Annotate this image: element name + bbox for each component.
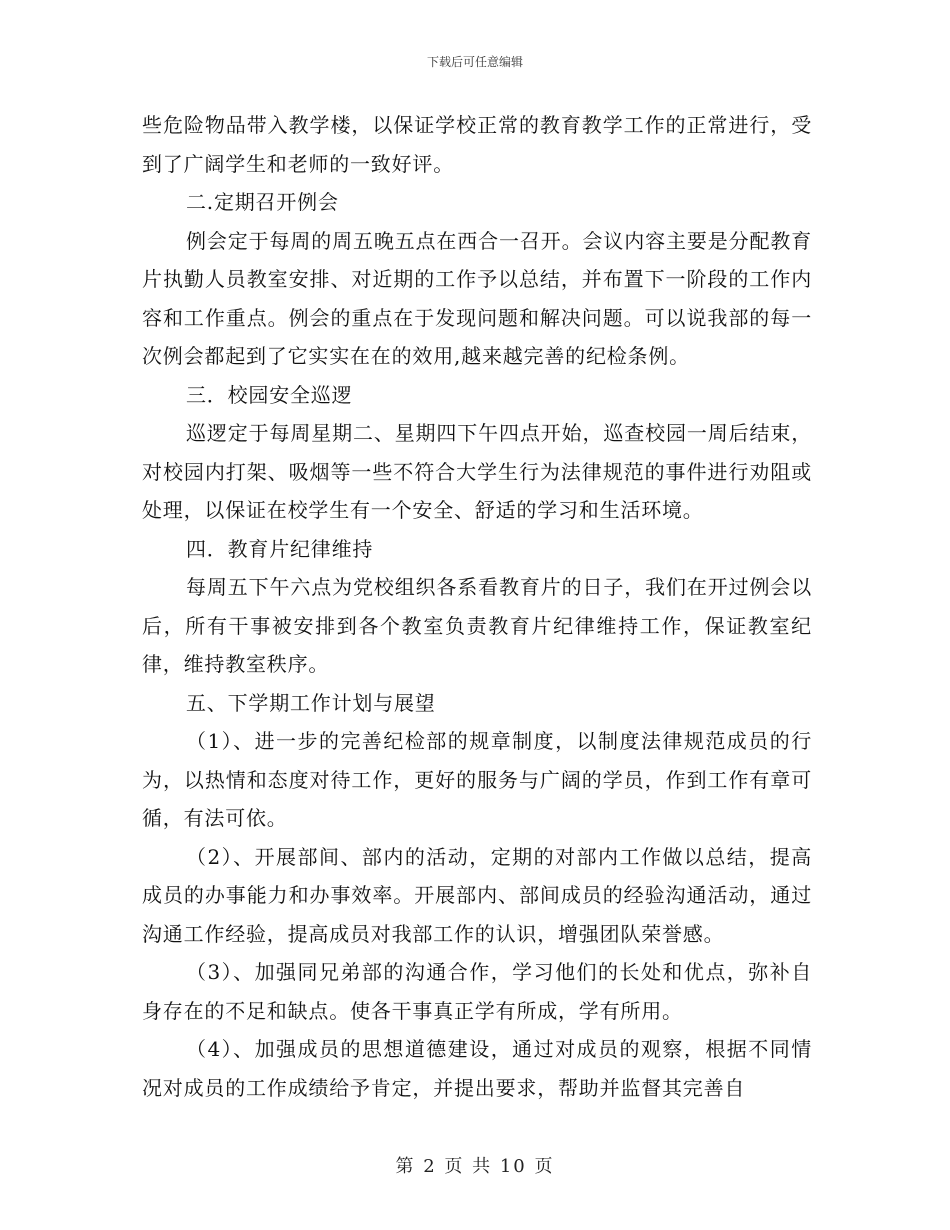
plan-item-1: （1）、进一步的完善纪检部的规章制度，以制度法律规范成员的行为，以热情和态度对待工作，更好的服务与广阔的学员，作到工作有章可循，有法可依。 <box>142 729 812 830</box>
paragraph-continuation: 些危险物品带入教学楼，以保证学校正常的教育教学工作的正常进行，受到了广阔学生和老师的一致好评。 <box>142 113 812 176</box>
plan-item-2: （2）、开展部间、部内的活动，定期的对部内工作做以总结，提高成员的办事能力和办事效率。开展部内、部间成员的经验沟通活动，通过沟通工作经验，提高成员对我部工作的认识，增强团队荣誉感。 <box>142 844 812 946</box>
section-heading-patrol: 三．校园安全巡逻 <box>186 382 353 407</box>
plan-item-3: （3）、加强同兄弟部的沟通合作，学习他们的长处和优点，弥补自身存在的不足和缺点。使各干事真正学有所成，学有所用。 <box>142 960 812 1023</box>
paragraph-discipline: 每周五下午六点为党校组织各系看教育片的日子，我们在开过例会以后，所有干事被安排到各个教室负责教育片纪律维持工作，保证教室纪律，维持教室秩序。 <box>142 575 812 676</box>
paragraph-patrol: 巡逻定于每周星期二、星期四下午四点开始，巡查校园一周后结束，对校园内打架、吸烟等一些不符合大学生行为法律规范的事件进行劝阻或处理，以保证在校学生有一个安全、舒适的学习和生活环境。 <box>142 421 812 522</box>
section-heading-meetings: 二.定期召开例会 <box>186 190 339 214</box>
plan-item-4: （4）、加强成员的思想道德建设，通过对成员的观察，根据不同情况对成员的工作成绩给予肯定，并提出要求，帮助并监督其完善自 <box>142 1037 812 1100</box>
paragraph-meetings: 例会定于每周的周五晚五点在西合一召开。会议内容主要是分配教育片执勤人员教室安排、对近期的工作予以总结，并布置下一阶段的工作内容和工作重点。例会的重点在于发现问题和解决问题。可以说我部的每一次例会都起到了它实实在在的效用,越来越完善的纪检条例。 <box>142 228 812 368</box>
page-header: 下载后可任意编辑 <box>426 55 523 69</box>
section-heading-plan: 五、下学期工作计划与展望 <box>186 690 436 715</box>
page-footer: 第 2 页 共 10 页 <box>395 1156 555 1177</box>
document-body <box>142 106 812 1107</box>
section-heading-discipline: 四．教育片纪律维持 <box>186 536 374 561</box>
